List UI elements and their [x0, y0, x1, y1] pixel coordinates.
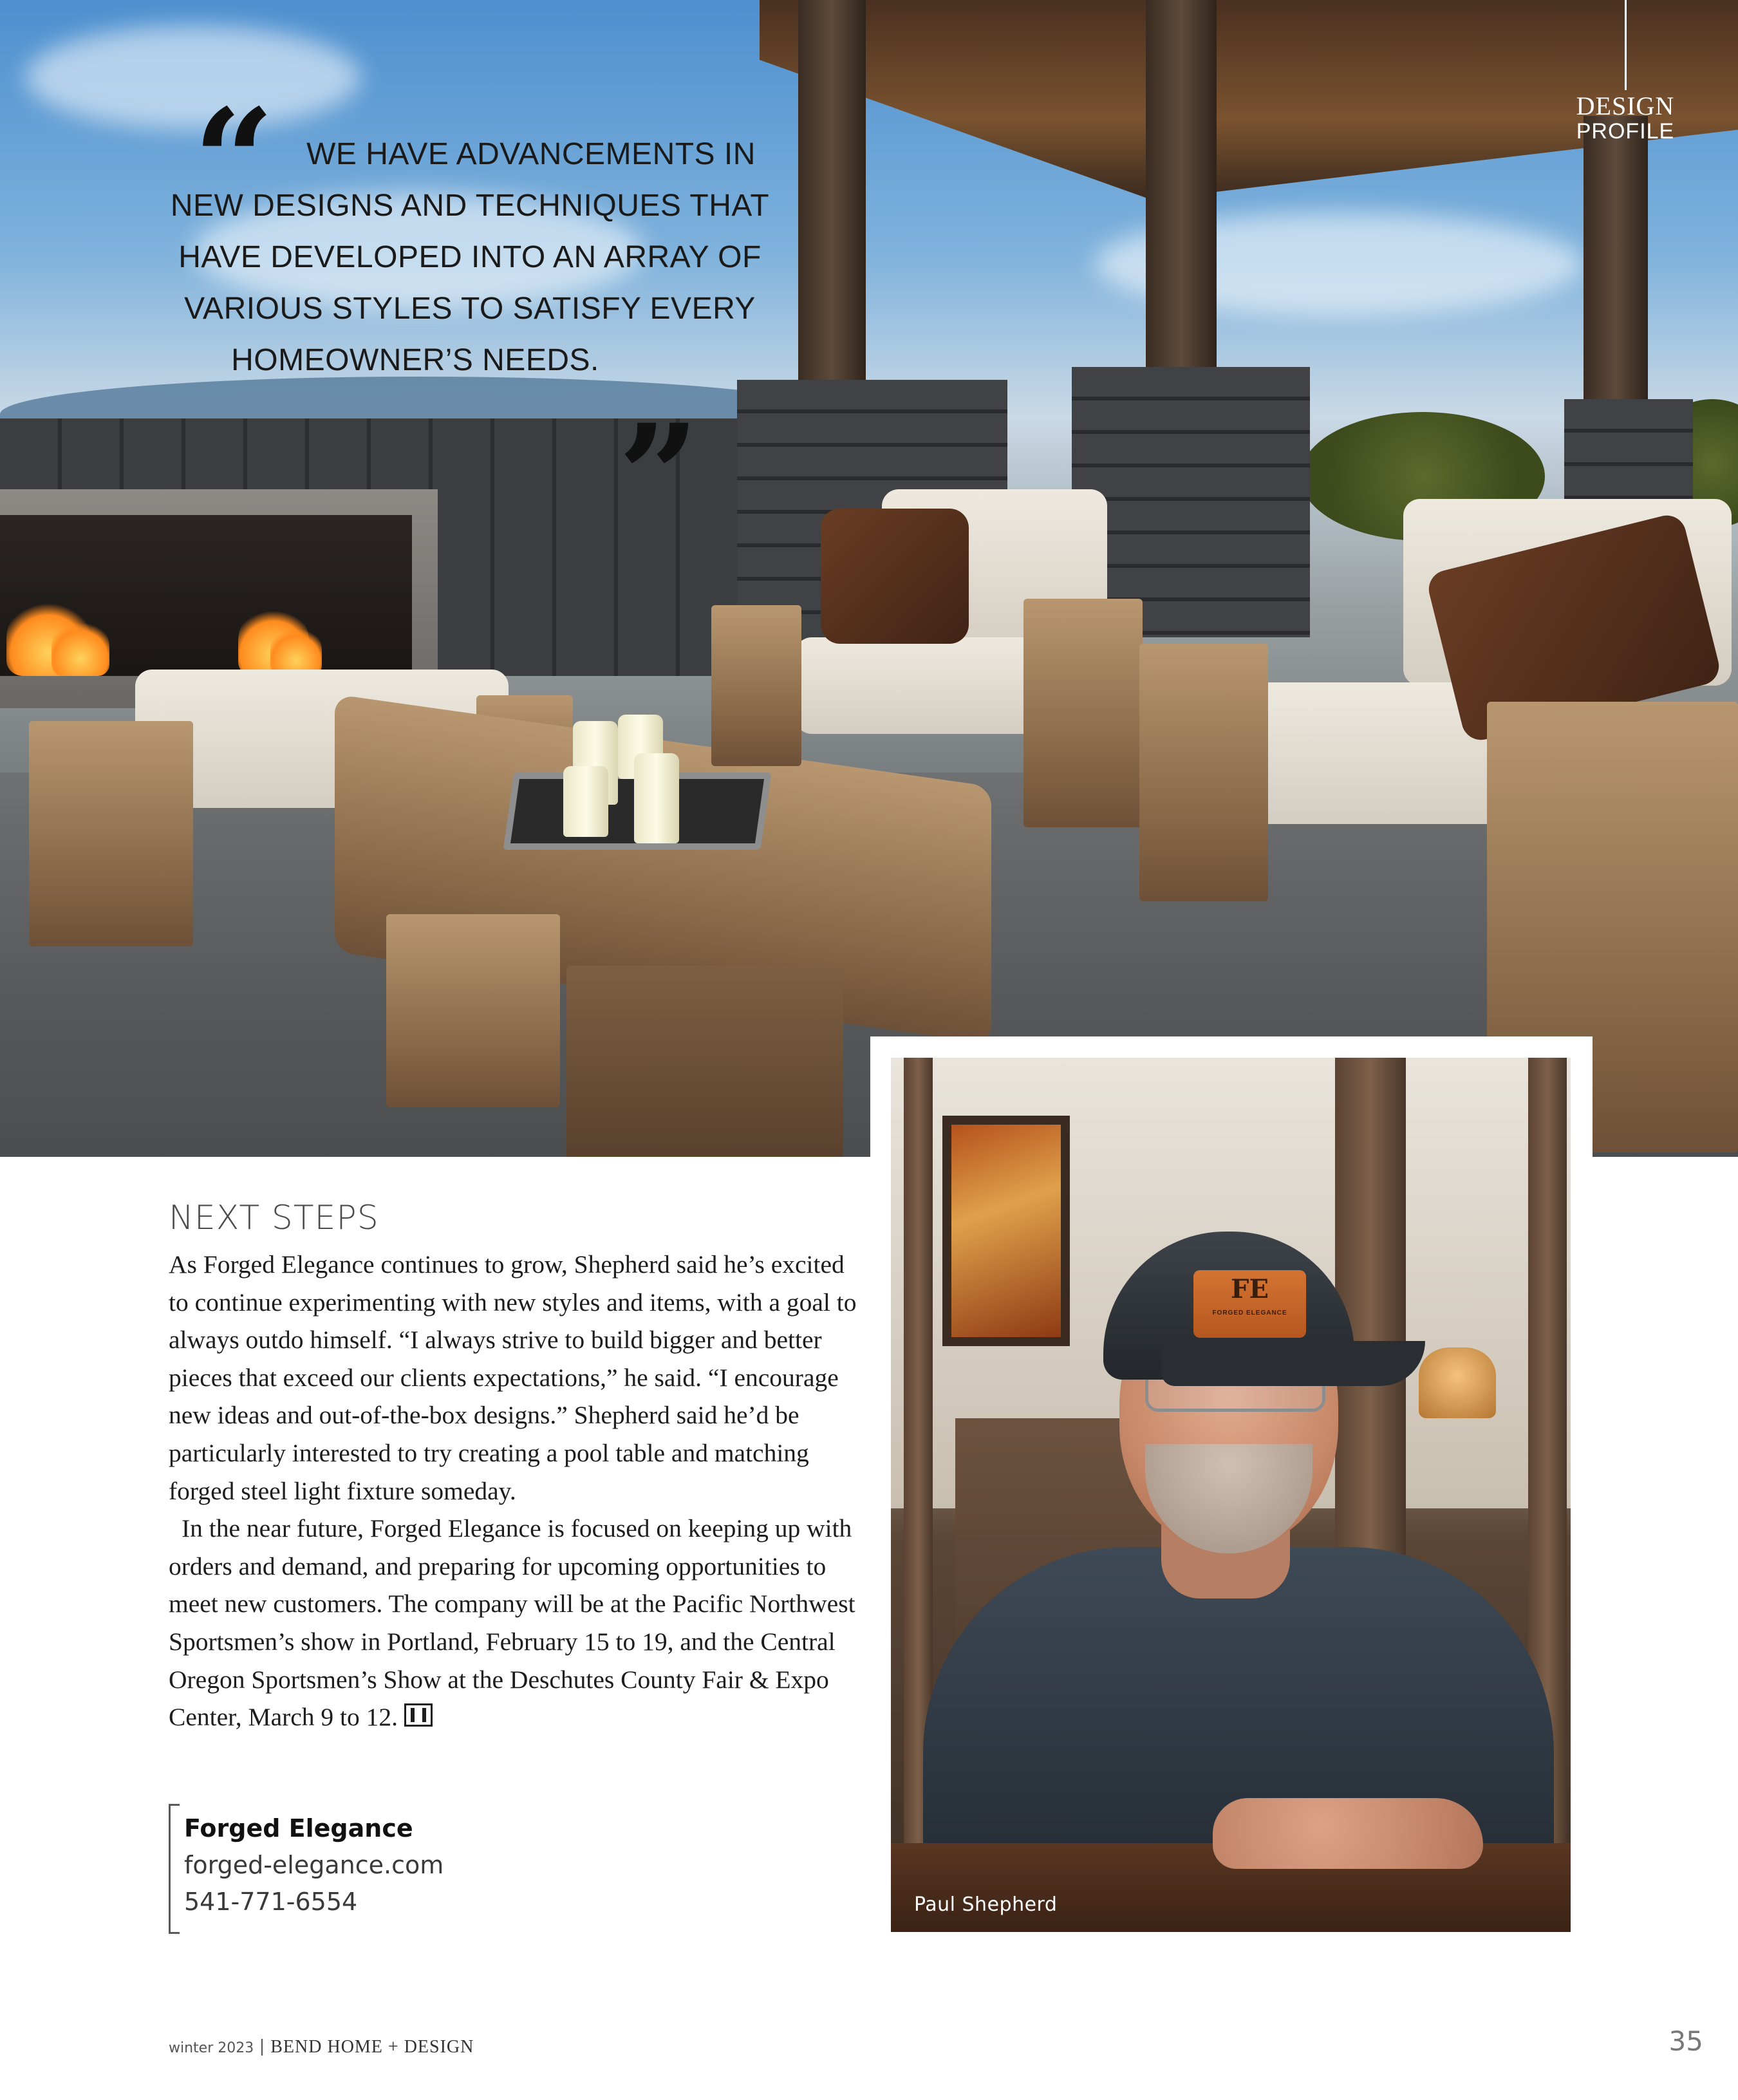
pull-quote: [154, 77, 785, 559]
section-tag-line2: PROFILE: [1576, 119, 1675, 144]
lamp: [1419, 1347, 1496, 1418]
section-tag-line1: DESIGN: [1576, 91, 1675, 120]
page-footer: [169, 2037, 474, 2058]
open-quote-mark: “: [193, 77, 276, 244]
contact-bracket: [169, 1804, 180, 1934]
section-heading: NEXT STEPS: [169, 1199, 379, 1237]
contact-phone[interactable]: 541-771-6554: [184, 1888, 358, 1916]
article-paragraph-1: As Forged Elegance continues to grow, Shepherd said he’s excited to continue experimenting with new styles and items, with a goal to always outdo himself. “I always strive to build bigger and better pieces that exceed our clients expectations,” he said. “I encourage new ideas and out-of-the-box designs.” Shepherd said he’d be particularly interested to try creating a pool table and matching forged steel light fixture someday.: [169, 1250, 857, 1505]
cap-patch: [1193, 1270, 1306, 1338]
section-tag-rule: [1625, 0, 1627, 90]
footer-magazine: BEND HOME + DESIGN: [270, 2037, 474, 2057]
portrait-photo: [891, 1058, 1571, 1932]
pull-quote-body: WE HAVE ADVANCEMENTS IN NEW DESIGNS AND TECHNIQUES THAT HAVE DEVELOPED INTO AN ARRAY OF VARIOUS STYLES TO SATISFY EVERY HOMEOWNER’S NEEDS.: [170, 137, 770, 377]
section-tag: [1564, 93, 1687, 142]
cap-patch-logo: FE: [1231, 1274, 1269, 1304]
cap-patch-text: FORGED ELEGANCE: [1212, 1309, 1287, 1317]
contact-block: [184, 1810, 444, 1920]
footer-issue: winter 2023: [169, 2040, 254, 2056]
article-paragraph-2: [169, 1510, 861, 1736]
photo-caption: Paul Shepherd: [914, 1893, 1058, 1916]
wall-painting: [942, 1116, 1070, 1346]
contact-name: Forged Elegance: [184, 1814, 413, 1842]
article-paragraph-2-text: In the near future, Forged Elegance is focused on keeping up with orders and demand, and preparing for upcoming opportunities to meet new customers. The company will be at the Pacific Northwest Sportsmen’s show in Portland, February 15 to 19, and the Central Oregon Sportsmen’s Show at the Deschutes County Fair & Expo Center, March 9 to 12.: [169, 1514, 855, 1732]
contact-website[interactable]: forged-elegance.com: [184, 1851, 444, 1879]
article-body: [169, 1246, 861, 1736]
footer-separator: [261, 2039, 263, 2056]
end-mark-icon: [404, 1703, 433, 1727]
close-quote-mark: ”: [618, 393, 700, 559]
page-number: 35: [1668, 2025, 1703, 2057]
